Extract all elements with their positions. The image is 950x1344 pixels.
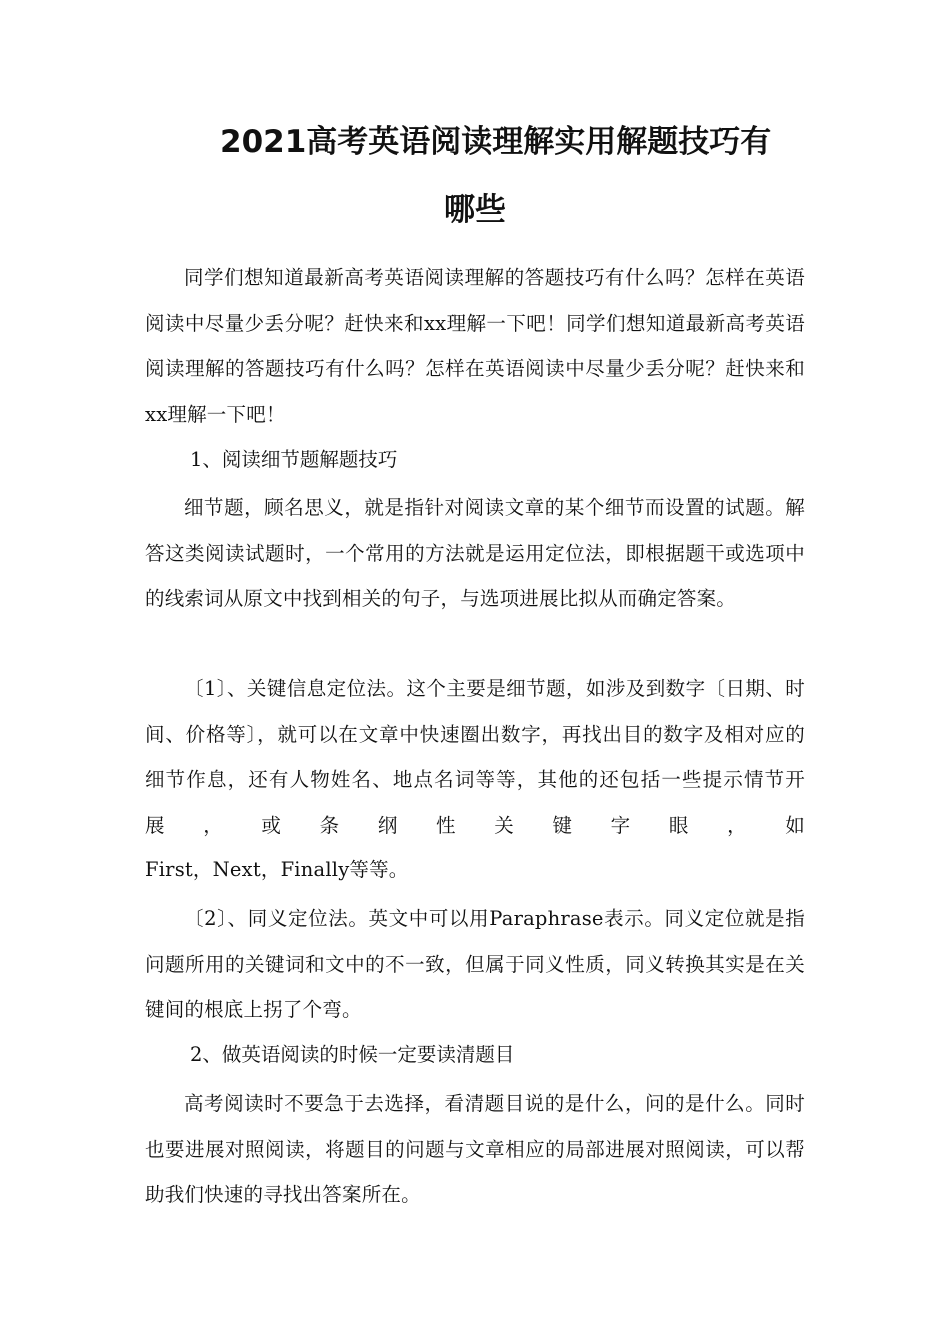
document-title-line-1: 2021高考英语阅读理解实用解题技巧有	[220, 124, 772, 160]
section-2-heading: 2、做英语阅读的时候一定要读清题目	[190, 1043, 515, 1066]
section-1-paragraph: 细节题，顾名思义，就是指针对阅读文章的某个细节而设置的试题。解答这类阅读试题时，一个常用的方法就是运用定位法，即根据题干或选项中的线索词从原文中找到相关的句子，与选项进展比拟从而确定答案。	[145, 496, 805, 610]
point-2-paragraph: 〔2〕、同义定位法。英文中可以用Paraphrase表示。同义定位就是指问题所用的关键词和文中的不一致，但属于同义性质，同义转换其实是在关键间的根底上拐了个弯。	[145, 907, 805, 1021]
section-1-heading: 1、阅读细节题解题技巧	[190, 448, 398, 471]
point-1-paragraph: 〔1〕、关键信息定位法。这个主要是细节题，如涉及到数字〔日期、时间、价格等〕，就可以在文章中快速圈出数字，再找出目的数字及相对应的细节作息，还有人物姓名、地点名词等等，其他的还包括一些提示情节开展，或条纲性关键字眼，如	[145, 677, 805, 837]
intro-paragraph: 同学们想知道最新高考英语阅读理解的答题技巧有什么吗？怎样在英语阅读中尽量少丢分呢？赶快来和xx理解一下吧！同学们想知道最新高考英语阅读理解的答题技巧有什么吗？怎样在英语阅读中尽量少丢分呢？赶快来和xx理解一下吧！	[145, 266, 805, 426]
point-1-continuation: First，Next，Finally等等。	[145, 858, 409, 881]
section-2-paragraph: 高考阅读时不要急于去选择，看清题目说的是什么，问的是什么。同时也要进展对照阅读，将题目的问题与文章相应的局部进展对照阅读，可以帮助我们快速的寻找出答案所在。	[145, 1092, 805, 1206]
document-title-line-2: 哪些	[444, 192, 506, 228]
